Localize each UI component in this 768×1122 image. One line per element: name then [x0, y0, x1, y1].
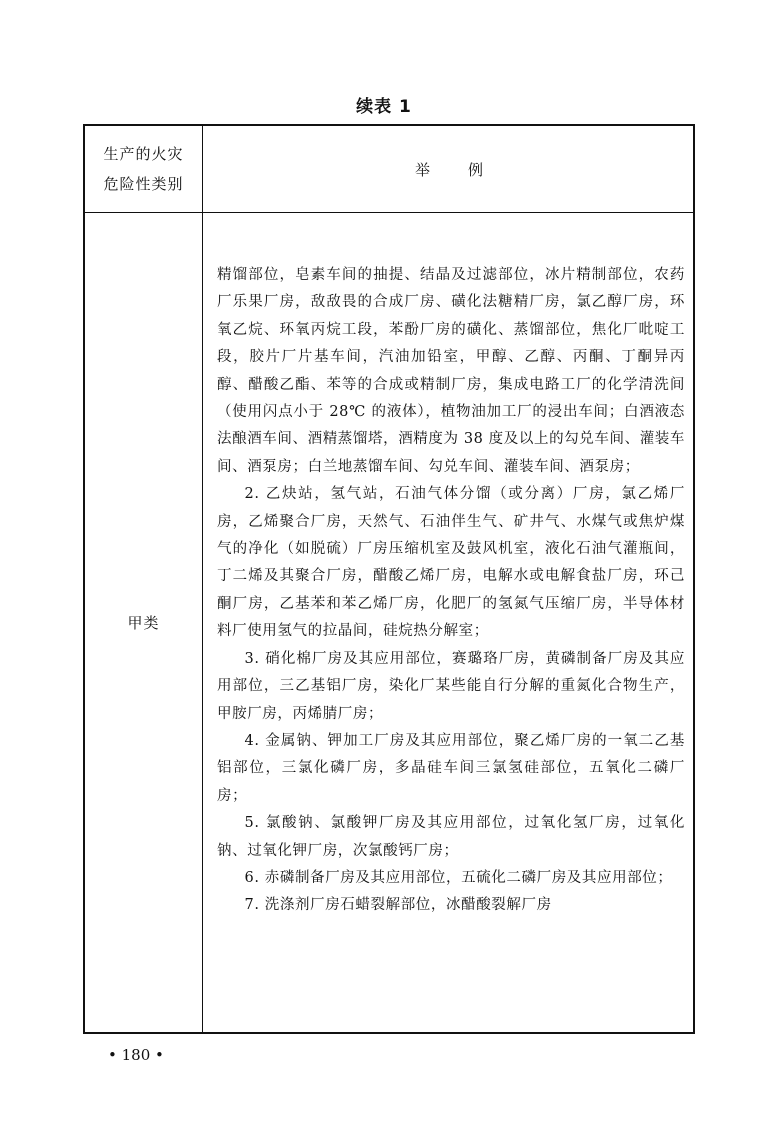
examples-cell: [217, 262, 685, 920]
example-paragraph-4: 4. 金属钠、钾加工厂房及其应用部位，聚乙烯厂房的一氧二乙基铝部位，三氯化磷厂房，多晶硅车间三氯氢硅部位，五氧化二磷厂房；: [217, 732, 685, 804]
example-paragraph-2: 2. 乙炔站，氢气站，石油气体分馏（或分离）厂房，氯乙烯厂房，乙烯聚合厂房，天然气、石油伴生气、矿井气、水煤气或焦炉煤气的净化（如脱硫）厂房压缩机室及鼓风机室，液化石油气灌瓶间，丁二烯及其聚合厂房，醋酸乙烯厂房，电解水或电解食盐厂房，环己酮厂房，乙基苯和苯乙烯厂房，化肥厂的氢氮气压缩厂房，半导体材料厂使用氢气的拉晶间，硅烷热分解室；: [217, 486, 685, 640]
example-paragraph-5: 5. 氯酸钠、氯酸钾厂房及其应用部位，过氧化氢厂房，过氧化钠、过氧化钾厂房，次氯酸钙厂房；: [217, 815, 685, 859]
header-category: [85, 126, 202, 212]
hazard-classification-table: [83, 124, 695, 1034]
header-example-char2: 例: [468, 160, 484, 179]
example-paragraph-6: 6. 赤磷制备厂房及其应用部位，五硫化二磷厂房及其应用部位；: [244, 869, 673, 886]
page-number: • 180 •: [108, 1046, 164, 1064]
category-cell: [85, 213, 202, 1032]
column-divider: [202, 126, 203, 1032]
example-paragraph-3: 3. 硝化棉厂房及其应用部位，赛璐珞厂房，黄磷制备厂房及其应用部位，三乙基铝厂房，染化厂某些能自行分解的重氮化合物生产，甲胺厂房，丙烯腈厂房；: [217, 650, 685, 722]
category-label: 甲类: [127, 614, 160, 632]
header-example: [203, 126, 695, 212]
example-paragraph-1: 精馏部位，皂素车间的抽提、结晶及过滤部位，冰片精制部位，农药厂乐果厂房，敌敌畏的合成厂房、磺化法糖精厂房，氯乙醇厂房，环氧乙烷、环氧丙烷工段，苯酚厂房的磺化、蒸馏部位，焦化厂吡啶工段，胶片厂片基车间，汽油加铅室，甲醇、乙醇、丙酮、丁酮异丙醇、醋酸乙酯、苯等的合成或精制厂房，集成电路工厂的化学清洗间（使用闪点小于 28℃ 的液体），植物油加工厂的浸出车间；白酒液态法酿酒车间、酒精蒸馏塔，酒精度为 38 度及以上的勾兑车间、灌装车间、酒泵房；白兰地蒸馏车间、勾兑车间、灌装车间、酒泵房；: [217, 267, 685, 475]
header-example-char1: 举: [414, 160, 430, 179]
header-category-line1: 生产的火灾: [103, 145, 184, 163]
page-title: 续表 1: [356, 97, 412, 117]
example-paragraph-7: 7. 洗涤剂厂房石蜡裂解部位，冰醋酸裂解厂房: [244, 897, 552, 914]
header-category-line2: 危险性类别: [103, 175, 184, 193]
